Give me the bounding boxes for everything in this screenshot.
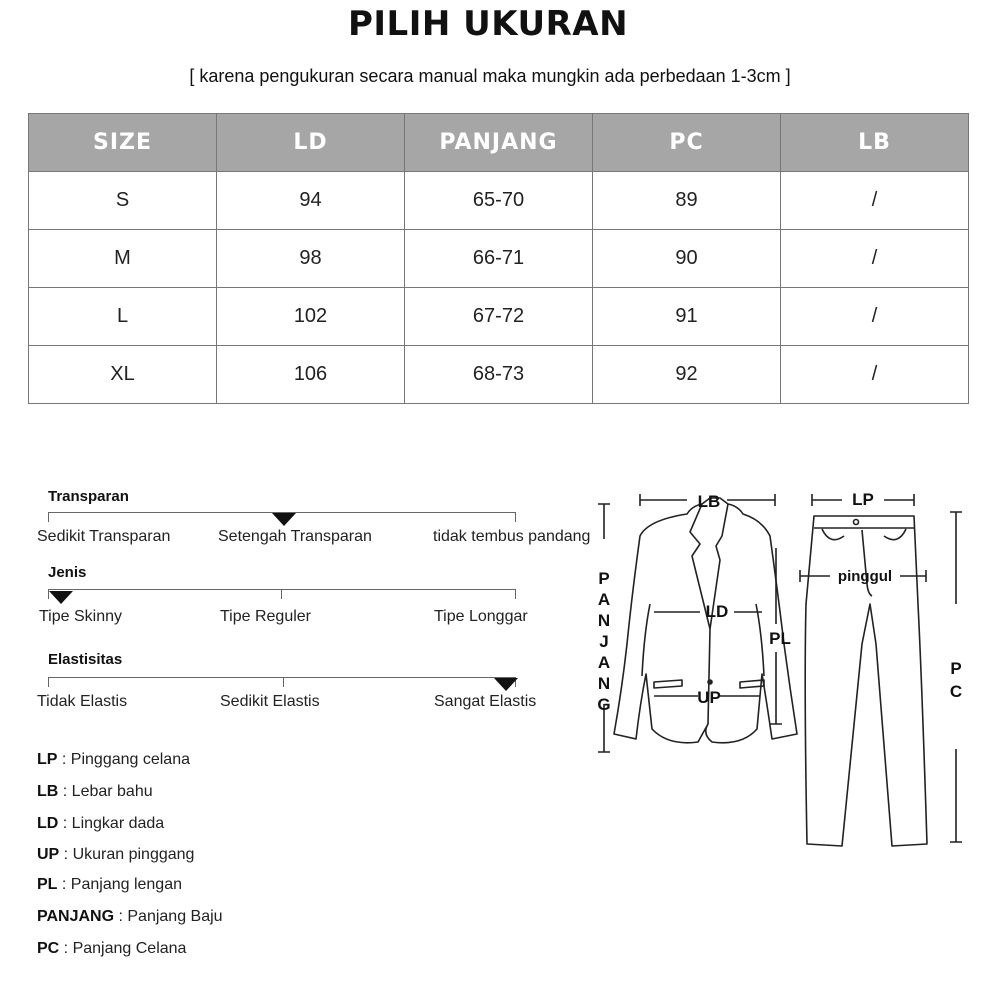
legend-desc: : Panjang Celana <box>59 940 187 957</box>
legend-key: LD <box>37 815 59 832</box>
column-header-lb: LB <box>781 114 969 172</box>
diagram-letter: C <box>949 682 963 701</box>
scale-label: Tipe Longgar <box>434 608 528 625</box>
legend-item-up <box>37 846 194 864</box>
scale-tick <box>283 677 284 687</box>
diagram-label-panjang <box>597 569 610 714</box>
table-cell: 94 <box>217 172 405 230</box>
garment-diagram <box>592 484 982 864</box>
table-row <box>29 172 969 230</box>
legend-key: PC <box>37 940 60 957</box>
table-cell: 89 <box>593 172 781 230</box>
scale-title-transparan: Transparan <box>48 488 129 505</box>
table-cell: 66-71 <box>405 230 593 288</box>
scale-marker-icon <box>494 678 518 691</box>
table-cell: / <box>781 172 969 230</box>
diagram-letter: N <box>597 674 611 693</box>
diagram-letter: N <box>597 611 611 630</box>
legend-desc: : Lebar bahu <box>58 783 153 800</box>
legend-key: LP <box>37 751 58 768</box>
size-table-header <box>29 114 969 172</box>
trousers-icon <box>805 516 927 846</box>
scale-label: Setengah Transparan <box>218 528 372 545</box>
legend-desc: : Lingkar dada <box>58 815 165 832</box>
table-cell: 98 <box>217 230 405 288</box>
scale-label: Tipe Reguler <box>220 608 312 625</box>
legend-desc: : Panjang lengan <box>57 876 182 893</box>
table-cell: 65-70 <box>405 172 593 230</box>
scale-tick <box>281 589 282 599</box>
diagram-letter: A <box>597 653 611 672</box>
legend-item-pc <box>37 940 186 958</box>
diagram-label-pl: PL <box>769 629 791 648</box>
legend-key: UP <box>37 846 60 863</box>
scale-title-elastisitas: Elastisitas <box>48 651 123 668</box>
table-cell: 67-72 <box>405 288 593 346</box>
table-row <box>29 346 969 404</box>
scale-label: Sangat Elastis <box>434 693 537 710</box>
scale-label: Tipe Skinny <box>39 608 122 625</box>
scale-tick <box>48 677 49 687</box>
table-cell: / <box>781 346 969 404</box>
diagram-label-lb: LB <box>697 492 721 511</box>
legend-key: PL <box>37 876 58 893</box>
table-cell: 90 <box>593 230 781 288</box>
diagram-letter: P <box>598 569 610 588</box>
table-cell: / <box>781 288 969 346</box>
table-cell: M <box>29 230 217 288</box>
legend-desc: : Pinggang celana <box>57 751 190 768</box>
diagram-letter: G <box>597 695 611 714</box>
scale-tick <box>48 512 49 522</box>
scale-tick <box>515 589 516 599</box>
page-subtitle: [ karena pengukuran secara manual maka mungkin ada perbedaan 1-3cm ] <box>189 66 791 86</box>
table-cell: S <box>29 172 217 230</box>
diagram-label-up: UP <box>697 688 721 707</box>
column-header-ld: LD <box>217 114 405 172</box>
diagram-label-pc <box>950 659 962 701</box>
scale-label: Sedikit Elastis <box>220 693 320 710</box>
scale-label: Sedikit Transparan <box>37 528 171 545</box>
scale-marker-icon <box>49 591 73 604</box>
legend-item-lp <box>37 751 190 769</box>
column-header-panjang: PANJANG <box>405 114 593 172</box>
column-header-pc: PC <box>593 114 781 172</box>
scale-tick <box>515 512 516 522</box>
scale-title-jenis: Jenis <box>48 564 87 581</box>
table-cell: 106 <box>217 346 405 404</box>
legend-desc: : Panjang Baju <box>114 908 223 925</box>
legend-item-panjang <box>37 908 223 926</box>
table-cell: 92 <box>593 346 781 404</box>
legend-key: LB <box>37 783 59 800</box>
table-cell: L <box>29 288 217 346</box>
legend-item-pl <box>37 876 182 894</box>
page-title: PILIH UKURAN <box>347 4 629 44</box>
diagram-label-ld: LD <box>705 602 729 621</box>
legend-desc: : Ukuran pinggang <box>59 846 195 863</box>
scale-label: tidak tembus pandang <box>433 528 591 545</box>
table-cell: 68-73 <box>405 346 593 404</box>
legend-key: PANJANG <box>37 908 115 925</box>
legend-item-lb <box>37 783 153 801</box>
table-cell: / <box>781 230 969 288</box>
scale-marker-icon <box>272 513 296 526</box>
diagram-label-lp: LP <box>852 490 874 509</box>
table-row <box>29 288 969 346</box>
column-header-size: SIZE <box>29 114 217 172</box>
diagram-letter: A <box>597 590 611 609</box>
table-cell: 91 <box>593 288 781 346</box>
size-table <box>28 113 969 404</box>
legend-item-ld <box>37 815 164 833</box>
table-cell: XL <box>29 346 217 404</box>
diagram-letter: P <box>950 659 962 678</box>
scale-label: Tidak Elastis <box>37 693 128 710</box>
diagram-label-pinggul: pinggul <box>837 568 893 585</box>
diagram-letter: J <box>599 632 609 651</box>
scale-line-elastisitas <box>48 677 515 678</box>
table-cell: 102 <box>217 288 405 346</box>
table-row <box>29 230 969 288</box>
